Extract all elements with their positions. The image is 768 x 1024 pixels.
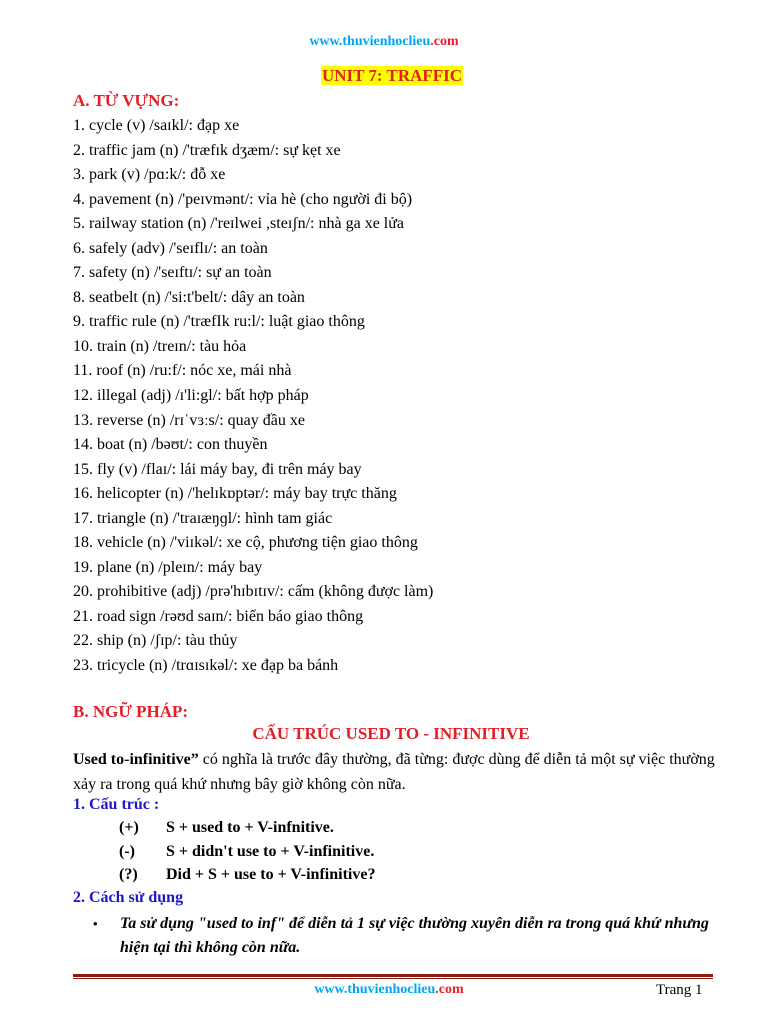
formula-text: S + used to + V-infnitive. xyxy=(166,819,334,836)
grammar-title: CẤU TRÚC USED TO - INFINITIVE xyxy=(252,724,530,743)
formula-affirmative xyxy=(119,819,334,837)
site-name-prefix: www.thuvienhoclieu xyxy=(309,34,431,49)
unit-title-text: UNIT 7: TRAFFIC xyxy=(321,66,463,85)
formula-text: S + didn't use to + V-infinitive. xyxy=(166,843,375,860)
unit-title xyxy=(0,66,768,86)
footer-divider xyxy=(73,974,713,979)
vocabulary-list xyxy=(73,116,433,681)
vocabulary-item: 7. safety (n) /'seɪftɪ/: sự an toàn xyxy=(73,264,272,282)
usage-heading: 2. Cách sử dụng xyxy=(73,889,184,906)
intro-bold-term: Used to-infinitive” xyxy=(73,751,199,768)
vocabulary-item: 22. ship (n) /ʃɪp/: tàu thủy xyxy=(73,632,238,650)
vocabulary-item: 8. seatbelt (n) /'si:t'belt/: dây an toàn xyxy=(73,288,305,306)
site-name-prefix: www.thuvienhoclieu xyxy=(314,982,436,997)
vocabulary-item: 4. pavement (n) /'peɪvmənt/: vỉa hè (cho người đi bộ) xyxy=(73,190,413,208)
usage-bullet-item xyxy=(93,912,713,960)
vocabulary-item: 21. road sign /rəʊd saɪn/: biển báo giao thông xyxy=(73,607,364,625)
vocabulary-item: 15. fly (v) /flaɪ/: lái máy bay, đi trên máy bay xyxy=(73,460,362,478)
vocabulary-item: 23. tricycle (n) /trɑɪsɪkəl/: xe đạp ba bánh xyxy=(73,657,339,675)
intro-text: có nghĩa là trước đây thường, đã từng: được dùng để diễn tả một sự việc thường xảy ra trong quá khứ nhưng bây giờ không còn nữa. xyxy=(73,751,715,793)
formula-sign: (?) xyxy=(119,866,138,883)
vocabulary-item: 5. railway station (n) /'reɪlwei ,steɪʃn/: nhà ga xe lửa xyxy=(73,215,405,233)
vocabulary-item: 19. plane (n) /pleɪn/: máy bay xyxy=(73,558,263,576)
formula-sign: (+) xyxy=(119,819,139,836)
bullet-dot-icon: • xyxy=(93,916,98,931)
vocabulary-heading: A. TỪ VỰNG: xyxy=(73,91,180,110)
grammar-intro xyxy=(73,747,723,797)
formula-text: Did + S + use to + V-infinitive? xyxy=(166,866,376,883)
page-number: Trang 1 xyxy=(656,982,703,998)
vocabulary-item: 16. helicopter (n) /'helɪkɒptər/: máy bay trực thăng xyxy=(73,485,397,503)
formula-negative xyxy=(119,843,374,861)
vocabulary-item: 9. traffic rule (n) /'træfIk ru:l/: luật giao thông xyxy=(73,313,365,331)
structure-heading: 1. Cấu trúc : xyxy=(73,796,160,813)
footer-site-link[interactable] xyxy=(0,982,768,998)
vocabulary-item: 17. triangle (n) /'traɪæŋɡl/: hình tam giác xyxy=(73,509,333,527)
vocabulary-item: 20. prohibitive (adj) /prə'hɪbɪtɪv/: cấm (không được làm) xyxy=(73,583,434,601)
vocabulary-item: 3. park (v) /pɑ:k/: đỗ xe xyxy=(73,166,226,184)
formula-sign: (-) xyxy=(119,843,135,860)
site-name-suffix: .com xyxy=(430,34,459,49)
site-name-suffix: .com xyxy=(435,982,464,997)
vocabulary-item: 13. reverse (n) /rɪˈvɜːs/: quay đầu xe xyxy=(73,411,305,429)
formula-question xyxy=(119,866,375,884)
vocabulary-item: 14. boat (n) /bəʊt/: con thuyền xyxy=(73,436,268,454)
header-site-link[interactable] xyxy=(0,34,768,50)
vocabulary-item: 18. vehicle (n) /'viɪkəl/: xe cộ, phương tiện giao thông xyxy=(73,534,418,552)
vocabulary-item: 6. safely (adv) /'seɪflɪ/: an toàn xyxy=(73,239,268,257)
vocabulary-item: 11. roof (n) /ru:f/: nóc xe, mái nhà xyxy=(73,362,292,380)
grammar-heading: B. NGỮ PHÁP: xyxy=(73,702,189,721)
usage-bullet-text: Ta sử dụng "used to inf" để diễn tả 1 sự việc thường xuyên diễn ra trong quá khứ nhưng hiện tại thì không còn nữa. xyxy=(120,915,709,956)
vocabulary-item: 12. illegal (adj) /ɪ'li:gl/: bất hợp pháp xyxy=(73,387,309,405)
vocabulary-item: 1. cycle (v) /saɪkl/: đạp xe xyxy=(73,117,240,134)
vocabulary-item: 2. traffic jam (n) /'træfɪk dʒæm/: sự kẹt xe xyxy=(73,141,341,159)
vocabulary-item: 10. train (n) /treɪn/: tàu hỏa xyxy=(73,337,247,355)
